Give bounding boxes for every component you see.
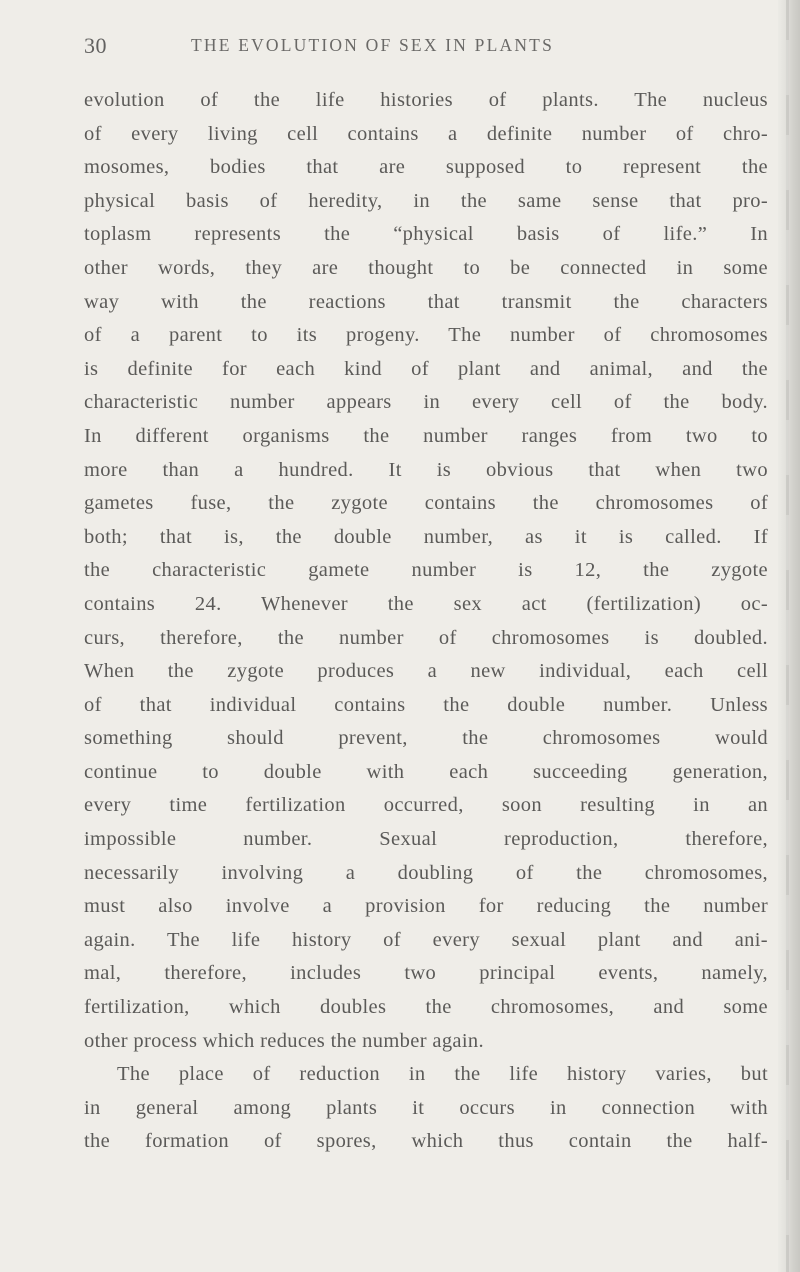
text-line: In different organisms the number ranges from two to — [84, 424, 768, 447]
text-line: the characteristic gamete number is 12, the zygote — [84, 559, 768, 582]
text-line: mal, therefore, includes two principal events, namely, — [84, 962, 768, 985]
text-line: the formation of spores, which thus contain the half- — [84, 1130, 768, 1153]
text-line: toplasm represents the “physical basis of life.” In — [84, 223, 768, 246]
text-line: other process which reduces the number again. — [84, 1029, 484, 1052]
body-text — [84, 84, 768, 1159]
text-line: other words, they are thought to be connected in some — [84, 256, 768, 279]
text-line: in general among plants it occurs in connection with — [84, 1096, 768, 1119]
text-line: physical basis of heredity, in the same sense that pro- — [84, 189, 768, 212]
text-line: The place of reduction in the life history varies, but — [117, 1063, 768, 1086]
text-line: contains 24. Whenever the sex act (fertilization) oc- — [84, 592, 768, 615]
text-line: is definite for each kind of plant and animal, and the — [84, 357, 768, 380]
text-line: must also involve a provision for reducing the number — [84, 895, 768, 918]
text-line: When the zygote produces a new individual, each cell — [84, 660, 768, 683]
text-line: every time fertilization occurred, soon resulting in an — [84, 794, 768, 817]
text-line: fertilization, which doubles the chromosomes, and some — [84, 996, 768, 1019]
running-head: THE EVOLUTION OF SEX IN PLANTS — [191, 35, 554, 55]
text-line: curs, therefore, the number of chromosomes is doubled. — [84, 626, 768, 649]
text-line: gametes fuse, the zygote contains the chromosomes of — [84, 492, 768, 515]
text-line: impossible number. Sexual reproduction, therefore, — [84, 828, 768, 851]
text-line: of a parent to its progeny. The number of chromosomes — [84, 324, 768, 347]
text-line: something should prevent, the chromosomes would — [84, 727, 768, 750]
page-edge — [778, 0, 800, 1272]
text-line: way with the reactions that transmit the characters — [84, 290, 768, 313]
text-line: more than a hundred. It is obvious that when two — [84, 458, 768, 481]
page-number: 30 — [84, 33, 107, 58]
text-line: both; that is, the double number, as it is called. If — [84, 525, 768, 548]
text-line: of every living cell contains a definite number of chro- — [84, 122, 768, 145]
text-line: evolution of the life histories of plants. The nucleus — [84, 89, 768, 111]
text-line: continue to double with each succeeding generation, — [84, 760, 768, 783]
text-line: again. The life history of every sexual plant and ani- — [84, 928, 768, 951]
text-line: of that individual contains the double number. Unless — [84, 693, 768, 716]
page-header — [84, 33, 720, 61]
text-line: characteristic number appears in every cell of the body. — [84, 391, 768, 414]
text-line: necessarily involving a doubling of the chromosomes, — [84, 861, 768, 884]
text-line: mosomes, bodies that are supposed to represent the — [84, 156, 768, 179]
